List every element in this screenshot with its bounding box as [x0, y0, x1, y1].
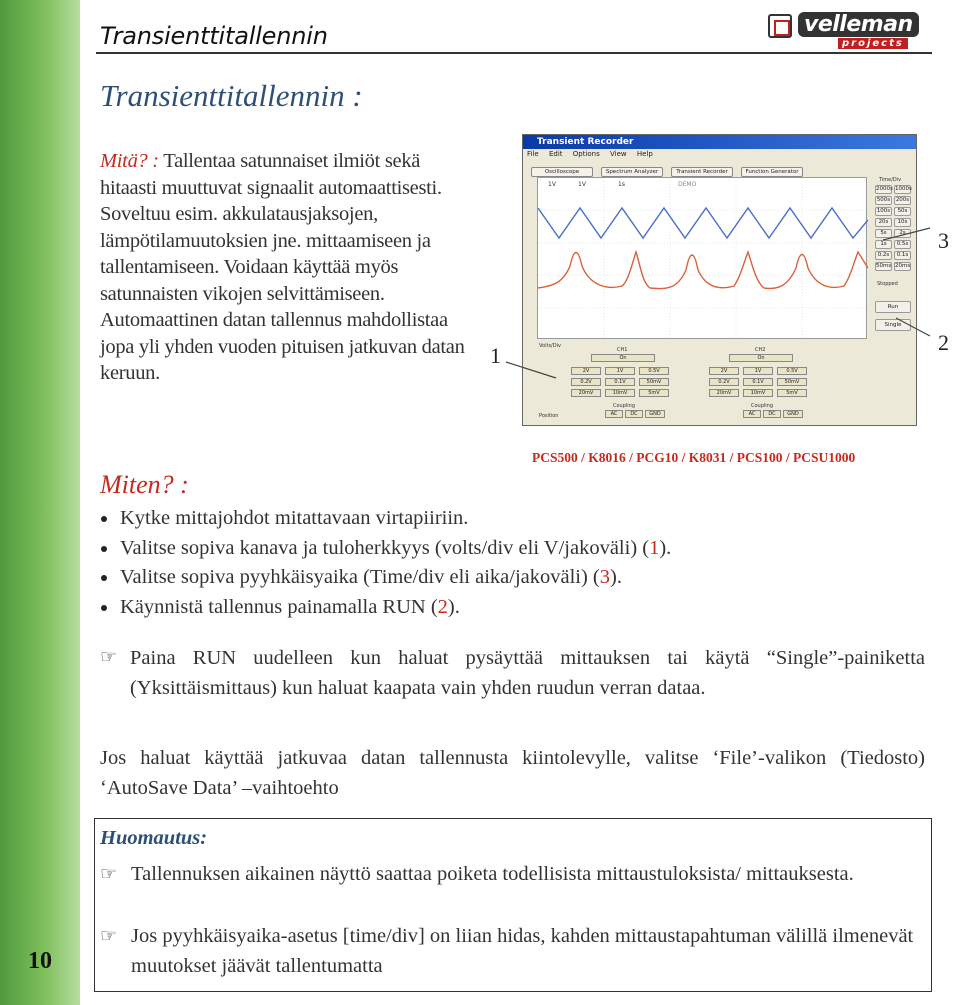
intro-text: Tallentaa satunnaiset ilmiöt sekä hitaasti muuttuvat signaalit automaattisesti. Soveltuu esim. akkulatausjaksojen, lämpötilamuutoksien jne. mittaamiseen ja tallentamiseen. Voidaan käyttää myös satunnaisten vikojen selvittämiseen. Automaattinen datan tallennus mahdollistaa jopa yli yhden vuoden pituisen jatkuvan datan keruun.: [100, 150, 465, 384]
fig-tab-oscilloscope: Oscilloscope: [531, 167, 593, 177]
fig-screen-label-2: 1V: [578, 181, 586, 188]
note-title: Huomautus:: [100, 827, 208, 849]
fig-menu-view: View: [610, 150, 627, 158]
fig-menu-options: Options: [572, 150, 600, 158]
header-title: Transienttitallennin: [100, 22, 328, 50]
fig-ch-cell: 0.2V: [709, 378, 739, 386]
tip-text: Paina RUN uudelleen kun haluat pysäyttää mittauksen tai käytä “Single”-painiketta (Yksittäismittaus) kun haluat kaapata vain yhden ruudun verran dataa.: [130, 647, 925, 699]
list-item: [100, 504, 930, 534]
fig-single-button: Single: [875, 319, 911, 331]
fig-ch-cell: 5mV: [777, 389, 807, 397]
pointing-hand-icon: ☞: [100, 864, 118, 885]
pointing-hand-icon: ☞: [100, 926, 118, 947]
fig-td-btn: 100s: [876, 208, 891, 214]
fig-ch-cell: 50mV: [777, 378, 807, 386]
list-item-text-end: ).: [659, 536, 672, 559]
intro-lead: Mitä? :: [100, 150, 159, 172]
fig-ch-cell: 20mV: [571, 389, 601, 397]
autosave-paragraph: Jos haluat käyttää jatkuvaa datan tallennusta kiintolevylle, valitse ‘File’-valikon (Tiedosto) ‘AutoSave Data’ –vaihtoehto: [100, 747, 925, 799]
fig-ch-coupling-gnd: GND: [783, 410, 803, 418]
fig-menu-file: File: [527, 150, 539, 158]
how-title: Miten? :: [100, 470, 189, 499]
list-item-ref: 2: [437, 595, 448, 618]
fig-ch-cell: 10mV: [605, 389, 635, 397]
fig-ch-cell: 0.1V: [605, 378, 635, 386]
fig-ch-coupling-ac: AC: [743, 410, 761, 418]
section-title: Transienttitallennin :: [100, 78, 363, 113]
fig-tab-spectrum: Spectrum Analyzer: [601, 167, 663, 177]
fig-td-btn: 20ms: [895, 263, 911, 269]
figure-caption: PCS500 / K8016 / PCG10 / K8031 / PCS100 / PCSU1000: [532, 450, 856, 465]
list-item-ref: 3: [599, 566, 611, 588]
fig-timediv-label: Time/Div: [879, 177, 902, 183]
fig-td-btn: 20s: [875, 218, 892, 227]
fig-ch-coupling-gnd: GND: [645, 410, 665, 418]
list-item: [100, 563, 930, 593]
fig-ch-coupling-dc: DC: [763, 410, 781, 418]
fig-ch-toggle: On: [729, 354, 793, 362]
fig-td-btn: 50ms: [876, 263, 892, 269]
fig-screen-label-4: DEMO: [678, 181, 697, 188]
fig-td-btn: 200s: [895, 197, 910, 203]
fig-screen-label-1: 1V: [548, 181, 556, 188]
fig-status: Stopped: [877, 281, 898, 287]
list-item-text: Valitse sopiva pyyhkäisyaika (Time/div eli aika/jakoväli) (: [120, 566, 600, 588]
fig-ch-name: CH2: [755, 347, 766, 353]
fig-ch-cell: 20mV: [709, 389, 739, 397]
list-item-text-end: ).: [447, 595, 460, 618]
step-list: [100, 504, 930, 622]
fig-td-btn: 2000s: [876, 186, 893, 192]
fig-ch-cell: 0.2V: [571, 378, 601, 386]
fig-screen-label-3: 1s: [618, 181, 625, 188]
fig-ch-cell: 0.1V: [743, 378, 773, 386]
list-item-text-end: ).: [610, 566, 622, 588]
logo-subtext: projects: [838, 38, 908, 49]
page-number: 10: [28, 948, 52, 974]
list-item-text: Käynnistä tallennus painamalla RUN (: [120, 595, 438, 618]
fig-ch-cell: 5mV: [639, 389, 669, 397]
fig-run-button: Run: [875, 301, 911, 313]
fig-position-label: Position: [539, 413, 559, 419]
fig-ch-cell: 0.5V: [639, 367, 669, 375]
logo-text: velleman: [798, 12, 919, 37]
fig-window-title: Transient Recorder: [523, 135, 916, 149]
fig-td-btn: 2s: [894, 229, 911, 238]
note-box: [94, 818, 932, 992]
fig-ch-cell: 50mV: [639, 378, 669, 386]
fig-td-btn: 0.1s: [894, 251, 911, 260]
list-item-text: Valitse sopiva kanava ja tuloherkkyys (volts/div eli V/jakoväli) (: [120, 536, 650, 559]
fig-voltsdiv-label: Volts/Div: [539, 343, 561, 349]
fig-td-btn: 500s: [876, 197, 891, 203]
fig-td-btn: 0.2s: [875, 251, 892, 260]
fig-ch-cell: 2V: [571, 367, 601, 375]
list-item: [100, 593, 930, 623]
fig-td-btn: 10s: [894, 218, 911, 227]
fig-tab-transient: Transient Recorder: [671, 167, 733, 177]
fig-ch-cell: 0.5V: [777, 367, 807, 375]
fig-ch-cell: 1V: [605, 367, 635, 375]
fig-ch-cell: 2V: [709, 367, 739, 375]
fig-tab-generator: Function Generator: [741, 167, 803, 177]
callout-1: 1: [490, 343, 501, 368]
pointing-hand-icon: ☞: [100, 647, 118, 668]
callout-2: 2: [938, 330, 949, 355]
fig-ch-cell: 1V: [743, 367, 773, 375]
list-item-ref: 1: [649, 536, 660, 559]
fig-ch-coupling-label: Coupling: [751, 403, 774, 409]
fig-menu-help: Help: [636, 150, 653, 158]
fig-td-btn: 1000s: [895, 186, 912, 192]
fig-ch-cell: 10mV: [743, 389, 773, 397]
list-item-text: Kytke mittajohdot mitattavaan virtapiiriin.: [120, 507, 469, 529]
fig-menu-edit: Edit: [548, 150, 563, 158]
note-item: Jos pyyhkäisyaika-asetus [time/div] on liian hidas, kahden mittaustapahtuman välillä ilmenevät muutokset jäävät tallentumatta: [131, 925, 914, 977]
fig-ch-coupling-ac: AC: [605, 410, 623, 418]
fig-ch-coupling-dc: DC: [625, 410, 643, 418]
note-item: Tallennuksen aikainen näyttö saattaa poiketa todellisista mittaustuloksista/ mittauksesta.: [131, 863, 854, 885]
fig-td-btn: 50s: [894, 207, 911, 216]
fig-td-btn: 1s: [875, 240, 892, 249]
list-item: [100, 534, 930, 564]
callout-3: 3: [938, 228, 949, 253]
fig-td-btn: 5s: [875, 229, 892, 238]
fig-ch-coupling-label: Coupling: [613, 403, 636, 409]
fig-ch-toggle: On: [591, 354, 655, 362]
fig-td-btn: 0.5s: [894, 240, 911, 249]
fig-ch-name: CH1: [617, 347, 628, 353]
